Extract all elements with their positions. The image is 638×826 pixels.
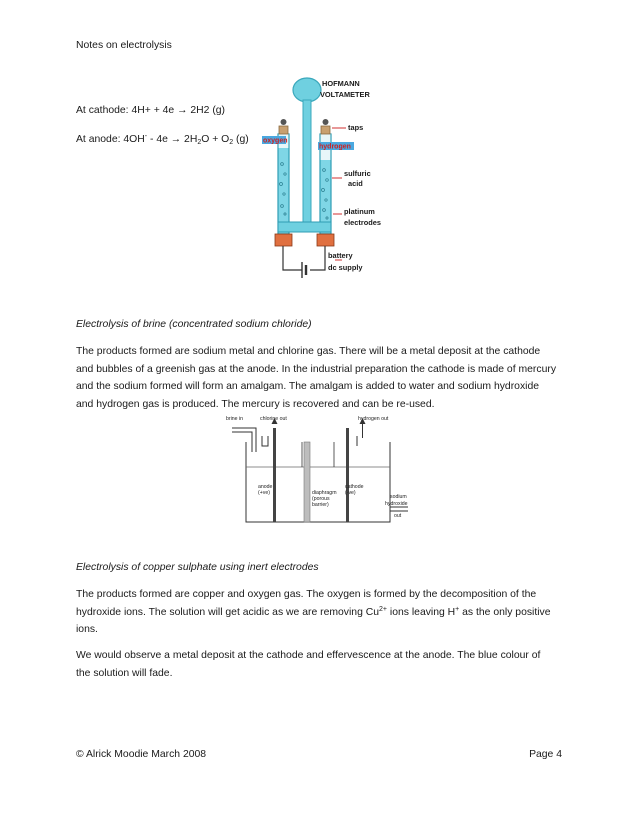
naoh-label-2: hydroxide xyxy=(385,501,408,507)
taps-label: taps xyxy=(348,123,364,132)
sulfuric-acid-label-2: acid xyxy=(348,179,363,188)
copper-line-4: We would observe a metal deposit at the cathode and effervescence at the anode. The blue colour of xyxy=(76,650,541,661)
brine-line-3: and the sodium formed will form an amalgam. The amalgam is added to water and sodium hydroxide xyxy=(76,381,540,393)
hydrogen-label: hydrogen xyxy=(319,143,351,151)
platinum-electrodes-label-1: platinum xyxy=(344,207,375,216)
brine-line-4: and hydrogen gas is produced. The mercury is recovered and can be re-used. xyxy=(76,398,435,410)
copper-heading: Electrolysis of copper sulphate using inert electrodes xyxy=(76,562,319,573)
hydrogen-out-label: hydrogen out xyxy=(358,416,389,422)
brine-line-1: The products formed are sodium metal and chlorine gas. There will be a metal deposit at the cathode xyxy=(76,346,541,357)
copper-line-3: ions. xyxy=(76,624,98,636)
diaphragm-label-3: barrier) xyxy=(312,502,329,508)
anode-label-1: anode xyxy=(258,484,273,490)
naoh-label-3: out xyxy=(394,513,402,519)
anode-label-2: (+ve) xyxy=(258,490,270,496)
chlorine-out-label: chlorine out xyxy=(260,416,287,422)
battery-label-2: dc supply xyxy=(328,263,363,272)
brine-in-label: brine in xyxy=(226,416,244,422)
cathode-label-1: cathode xyxy=(345,484,364,490)
brine-paragraph xyxy=(76,343,576,413)
brine-heading: Electrolysis of brine (concentrated sodium chloride) xyxy=(76,319,312,330)
copper-line-1: The products formed are copper and oxygen gas. The oxygen is formed by the decomposition of the xyxy=(76,589,537,600)
diaphragm-cell-diagram xyxy=(222,414,418,524)
copper-paragraph-1 xyxy=(76,586,576,639)
footer-page-number: Page 4 xyxy=(529,749,562,760)
brine-line-2: and bubbles of a greenish gas at the anode. In the industrial preparation the cathode is made of mercury xyxy=(76,363,557,375)
diaphragm-label-1: diaphragm xyxy=(312,490,337,496)
platinum-electrodes-label-2: electrodes xyxy=(344,218,381,227)
oxygen-label: oxygen xyxy=(263,137,288,145)
naoh-label-1: sodium xyxy=(390,494,407,500)
hofmann-title-1: HOFMANN xyxy=(322,79,360,88)
diaphragm-label-2: (porous xyxy=(312,496,330,502)
footer-copyright: © Alrick Moodie March 2008 xyxy=(76,749,207,760)
copper-line-5: the solution will fade. xyxy=(76,667,173,679)
hofmann-voltameter-diagram xyxy=(262,74,388,280)
hofmann-title-2: VOLTAMETER xyxy=(320,90,370,99)
anode-equation: At anode: $4OH^- - 4e \to 2H_2O + O_2$ (g) xyxy=(76,133,249,146)
page-header-title: Notes on electrolysis xyxy=(76,40,172,51)
copper-paragraph-2 xyxy=(76,647,576,682)
cathode-label-2: (-ve) xyxy=(345,490,356,496)
copper-line-2: hydroxide ions. The solution will get acidic as we are removing $Cu^{2+}$ ions leaving H+ as the only positive xyxy=(76,605,551,618)
sulfuric-acid-label-1: sulfuric xyxy=(344,169,371,178)
cathode-equation: At cathode: 4H+ + 4e → 2H2 (g) xyxy=(76,105,226,116)
battery-label-1: battery xyxy=(328,251,353,260)
